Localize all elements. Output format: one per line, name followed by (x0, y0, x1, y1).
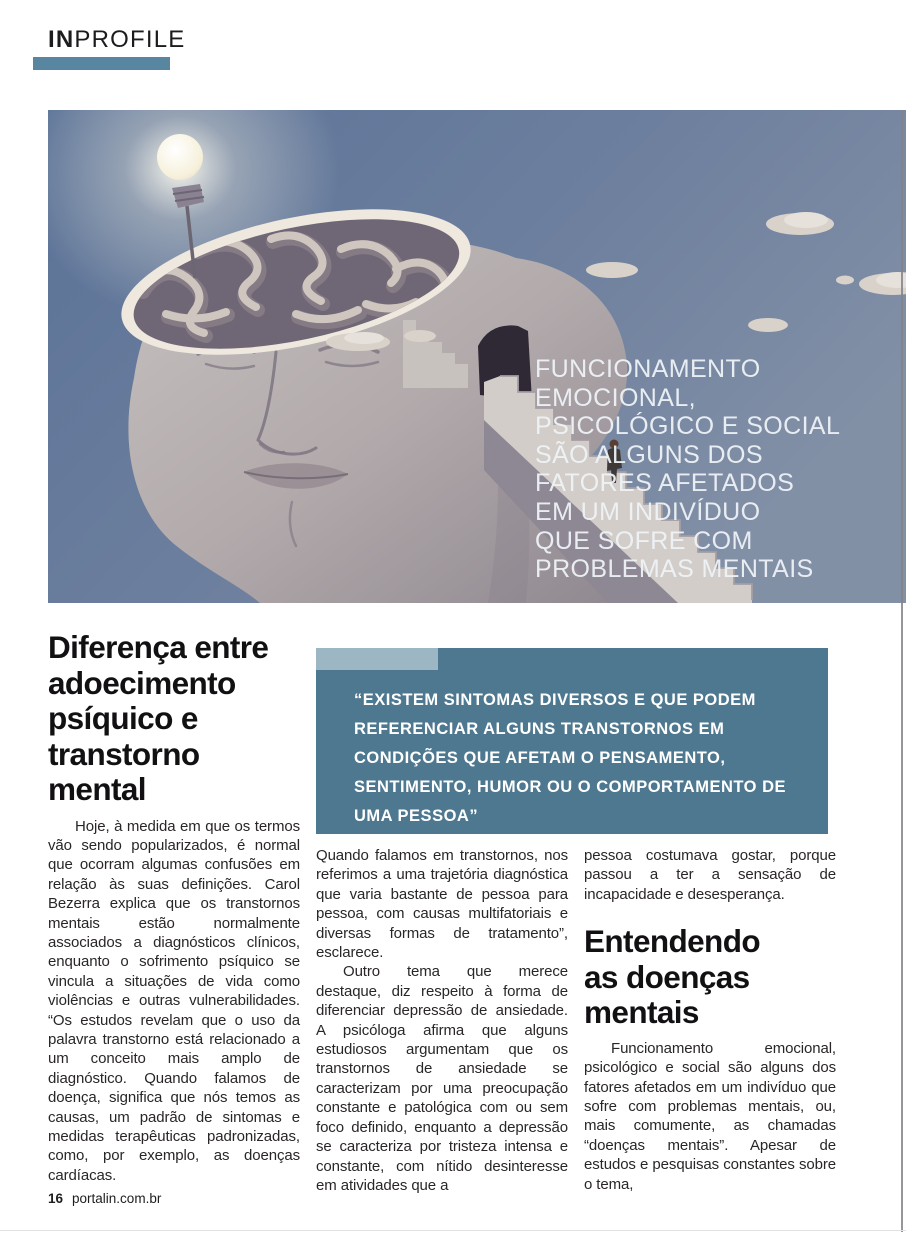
page-edge-line (901, 110, 903, 1232)
overlay-line: QUE SOFRE COM (535, 526, 753, 555)
overlay-line: FUNCIONAMENTO (535, 355, 761, 383)
site-url: portalin.com.br (72, 1191, 162, 1206)
brand-bold: IN (48, 26, 75, 53)
article-column-3 (584, 846, 836, 1194)
hero-illustration (48, 110, 906, 603)
page-number: 16 (48, 1191, 64, 1206)
overlay-line: PROBLEMAS MENTAIS (535, 555, 814, 584)
article-column-2 (316, 846, 568, 1195)
pull-quote-tab (316, 648, 438, 670)
col1-paragraph: Hoje, à medida em que os termos vão sendo popularizados, é normal que ocorram algumas confusões em relação às suas definições. Carol Bezerra explica que os transtornos mentais estão normalmente associados a diagnósticos clínicos, enquanto o sofrimento psíquico se vincula a situações de vida como violências e outras vulnerabilidades. “Os estudos revelam que o uso da palavra transtorno está relacionado a um conceito mais amplo de diagnóstico. Quando falamos de doença, significa que nós temos as causas, um padrão de sintomas e medidas terapêuticas padronizadas, como, por exemplo, as doenças cardíacas. (48, 817, 300, 1184)
article-heading-2: Entendendo as doenças mentais (584, 923, 760, 1031)
col2-paragraph-2: Outro tema que merece destaque, diz respeito à forma de diferenciar depressão de ansiedade. A psicóloga afirma que alguns estudiosos argumentam que os transtornos de ansiedade se caracterizam por uma preocupação constante e patológica com ou sem foco definido, enquanto a depressão se caracteriza por tristeza intensa e constante, com nítido desinteresse em atividades que a (316, 963, 568, 1194)
pull-quote-box (316, 648, 828, 834)
brand-rest: PROFILE (74, 26, 186, 53)
header-accent-bar (33, 57, 170, 70)
overlay-line: EM UM INDIVÍDUO (535, 497, 761, 526)
article-column-1 (48, 630, 300, 1185)
article-heading-1: Diferença entre adoecimento psíquico e transtorno mental (48, 629, 269, 807)
section-brand (48, 26, 186, 54)
overlay-line: FATORES AFETADOS (535, 469, 795, 498)
hero-overlay-text (535, 355, 840, 584)
overlay-line: EMOCIONAL, (535, 383, 696, 412)
overlay-line: PSICOLÓGICO E SOCIAL (535, 412, 841, 441)
overlay-line: SÃO ALGUNS DOS (535, 440, 763, 469)
col2-paragraph-1: Quando falamos em transtornos, nos referimos a uma trajetória diagnóstica que varia bastante de pessoa para pessoa, com causas multifatoriais e diversas formas de tratamento”, esclarece. (316, 847, 568, 962)
col3-paragraph-1: pessoa costumava gostar, porque passou a ter a sensação de incapacidade e desesperança. (584, 847, 836, 903)
page-bottom-line (0, 1230, 906, 1231)
pull-quote-text: “EXISTEM SINTOMAS DIVERSOS E QUE PODEM REFERENCIAR ALGUNS TRANSTORNOS EM CONDIÇÕES QUE AFETAM O PENSAMENTO, SENTIMENTO, HUMOR OU O COMPORTAMENTO DE UMA PESSOA” (354, 691, 787, 825)
page-footer (48, 1191, 161, 1206)
col3-paragraph-2: Funcionamento emocional, psicológico e social são alguns dos fatores afetados em um indivíduo que sofre com problemas mentais, ou, mais comumente, as chamadas “doenças mentais”. Apesar de estudos e pesquisas constantes sobre o tema, (584, 1039, 836, 1193)
